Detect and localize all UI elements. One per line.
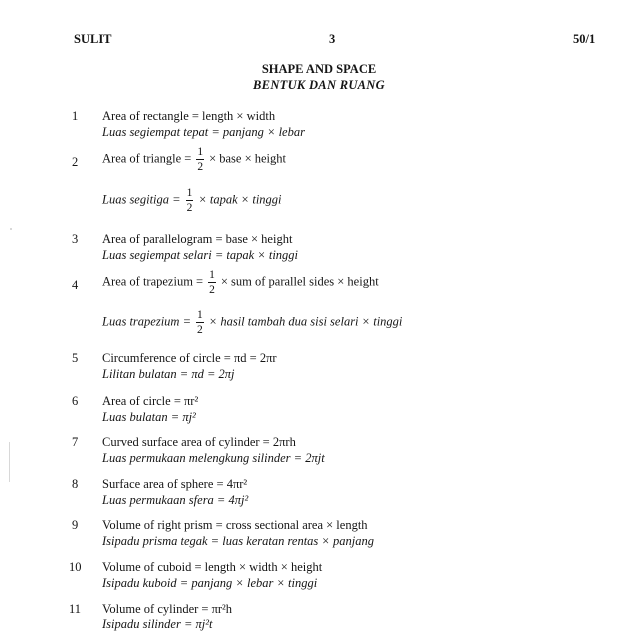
formula-number: 2 (72, 155, 79, 169)
formula-number: 7 (72, 435, 79, 449)
formula-ms (102, 308, 402, 337)
fraction-denominator: 2 (197, 161, 204, 173)
formula-en: Circumference of circle = πd = 2πr (102, 351, 277, 365)
formula-en: Surface area of sphere = 4πr² (102, 477, 248, 491)
fraction-numerator: 1 (197, 146, 204, 158)
fraction-numerator: 1 (197, 309, 203, 321)
header-page-number: 3 (329, 32, 336, 46)
formula-number: 10 (69, 560, 82, 574)
formula-ms: Luas permukaan sfera = 4πj² (102, 493, 249, 507)
formula-ms: Isipadu kuboid = panjang × lebar × tinggi (102, 576, 318, 590)
fraction (208, 268, 216, 297)
formula-en: Area of parallelogram = base × height (102, 232, 293, 246)
formula-number: 8 (72, 477, 79, 491)
fraction (196, 145, 204, 174)
formula-ms-rhs: × tapak × tinggi (198, 192, 282, 207)
formula-number: 3 (72, 232, 79, 246)
formula-ms (102, 186, 282, 215)
header-paper-code: 50/1 (573, 32, 596, 46)
fraction-numerator: 1 (209, 269, 215, 281)
formula-en: Volume of cuboid = length × width × height (102, 560, 323, 574)
formula-number: 6 (72, 394, 79, 408)
scan-mark (9, 442, 10, 482)
formula-number: 5 (72, 351, 79, 365)
formula-en (102, 145, 286, 174)
formula-en: Volume of cylinder = πr²h (102, 602, 233, 616)
formula-ms-rhs: × hasil tambah dua sisi selari × tinggi (208, 314, 403, 329)
fraction-denominator: 2 (186, 202, 193, 214)
fraction-denominator: 2 (197, 324, 203, 336)
formula-ms-lhs: Luas segitiga = (102, 192, 181, 207)
formula-ms: Luas segiempat tepat = panjang × lebar (102, 125, 305, 139)
formula-en: Curved surface area of cylinder = 2πrh (102, 435, 296, 449)
formula-number: 4 (72, 278, 79, 292)
header-sulit: SULIT (74, 32, 112, 46)
formula-en-rhs: × sum of parallel sides × height (220, 274, 379, 289)
scan-mark (10, 228, 12, 230)
formula-en: Volume of right prism = cross sectional area × length (102, 518, 368, 532)
formula-ms: Isipadu silinder = πj²t (102, 617, 213, 631)
formula-ms: Luas bulatan = πj² (102, 410, 196, 424)
formula-en (102, 268, 379, 297)
formula-en-lhs: Area of triangle = (102, 151, 192, 166)
formula-en-lhs: Area of trapezium = (102, 274, 204, 289)
fraction-denominator: 2 (209, 284, 215, 296)
formula-number: 11 (69, 602, 82, 616)
formula-number: 9 (72, 518, 79, 532)
fraction-numerator: 1 (186, 187, 193, 199)
formula-ms: Luas segiempat selari = tapak × tinggi (102, 248, 299, 262)
section-title-en: SHAPE AND SPACE (261, 62, 377, 76)
fraction (186, 186, 194, 215)
formula-ms: Lilitan bulatan = πd = 2πj (102, 367, 235, 381)
formula-ms-lhs: Luas trapezium = (102, 314, 192, 329)
formula-en-rhs: × base × height (209, 151, 286, 166)
section-title-ms: BENTUK DAN RUANG (253, 78, 385, 92)
formula-number: 1 (72, 109, 79, 123)
formula-en: Area of rectangle = length × width (102, 109, 276, 123)
formula-en: Area of circle = πr² (102, 394, 199, 408)
formula-ms: Isipadu prisma tegak = luas keratan rentas × panjang (102, 534, 374, 548)
fraction (196, 308, 204, 337)
formula-ms: Luas permukaan melengkung silinder = 2πjt (102, 451, 325, 465)
